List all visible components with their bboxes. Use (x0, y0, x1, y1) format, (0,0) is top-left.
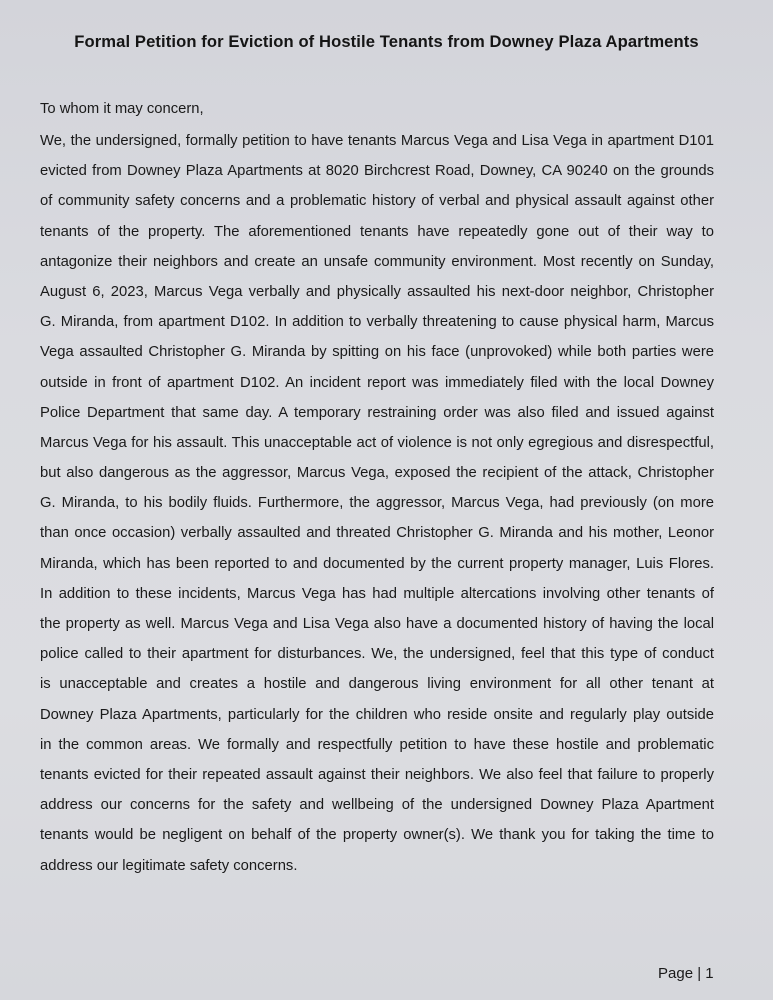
body-line: outside in front of apartment D102. An incident report was immediately filed with the local Downey (40, 374, 714, 391)
body-line: G. Miranda, from apartment D102. In addition to verbally threatening to cause physical harm, Marcus (40, 314, 714, 331)
body-line: In addition to these incidents, Marcus Vega has had multiple altercations involving other tenants of (40, 585, 714, 602)
body-line: Marcus Vega for his assault. This unacceptable act of violence is not only egregious and disrespectful, (40, 434, 714, 451)
body-line: of community safety concerns and a problematic history of verbal and physical assault against other (40, 193, 714, 210)
body-line: We, the undersigned, formally petition to have tenants Marcus Vega and Lisa Vega in apartment D101 (40, 133, 714, 149)
body-line: Vega assaulted Christopher G. Miranda by spitting on his face (unprovoked) while both parties were (40, 344, 714, 361)
body-line: antagonize their neighbors and create an unsafe community environment. Most recently on Sunday, (40, 253, 714, 270)
body-line: August 6, 2023, Marcus Vega verbally and physically assaulted his next-door neighbor, Christopher (40, 283, 714, 300)
body-line: than once occasion) verbally assaulted and threated Christopher G. Miranda and his mother, Leonor (40, 525, 714, 542)
body-line: Police Department that same day. A temporary restraining order was also filed and issued against (40, 404, 714, 421)
body-line: address our concerns for the safety and wellbeing of the undersigned Downey Plaza Apartment (40, 797, 714, 814)
body-line: G. Miranda, to his bodily fluids. Furthermore, the aggressor, Marcus Vega, had previously (on more (40, 495, 714, 512)
document-title: Formal Petition for Eviction of Hostile Tenants from Downey Plaza Apartments (74, 32, 699, 51)
body-line: address our legitimate safety concerns. (40, 857, 298, 874)
body-line: evicted from Downey Plaza Apartments at 8020 Birchcrest Road, Downey, CA 90240 on the grounds (40, 163, 714, 180)
petition-body (40, 126, 714, 881)
salutation: To whom it may concern, (40, 101, 204, 117)
body-line: in the common areas. We formally and respectfully petition to have these hostile and problematic (40, 736, 714, 753)
body-line: Downey Plaza Apartments, particularly for the children who reside onsite and regularly play outside (40, 706, 714, 723)
body-line: is unacceptable and creates a hostile and dangerous living environment for all other tenant at (40, 676, 714, 693)
body-line: tenants of the property. The aforementioned tenants have repeatedly gone out of their way to (40, 223, 714, 240)
body-line: tenants would be negligent on behalf of the property owner(s). We thank you for taking the time to (40, 827, 714, 844)
body-line: tenants evicted for their repeated assault against their neighbors. We also feel that failure to properly (40, 766, 714, 783)
body-line: but also dangerous as the aggressor, Marcus Vega, exposed the recipient of the attack, Christopher (40, 465, 714, 482)
body-line: police called to their apartment for disturbances. We, the undersigned, feel that this type of conduct (40, 646, 714, 663)
body-line: Miranda, which has been reported to and documented by the current property manager, Luis Flores. (40, 555, 714, 572)
page-number: Page | 1 (658, 965, 714, 982)
body-line: the property as well. Marcus Vega and Lisa Vega also have a documented history of having the local (40, 616, 714, 632)
